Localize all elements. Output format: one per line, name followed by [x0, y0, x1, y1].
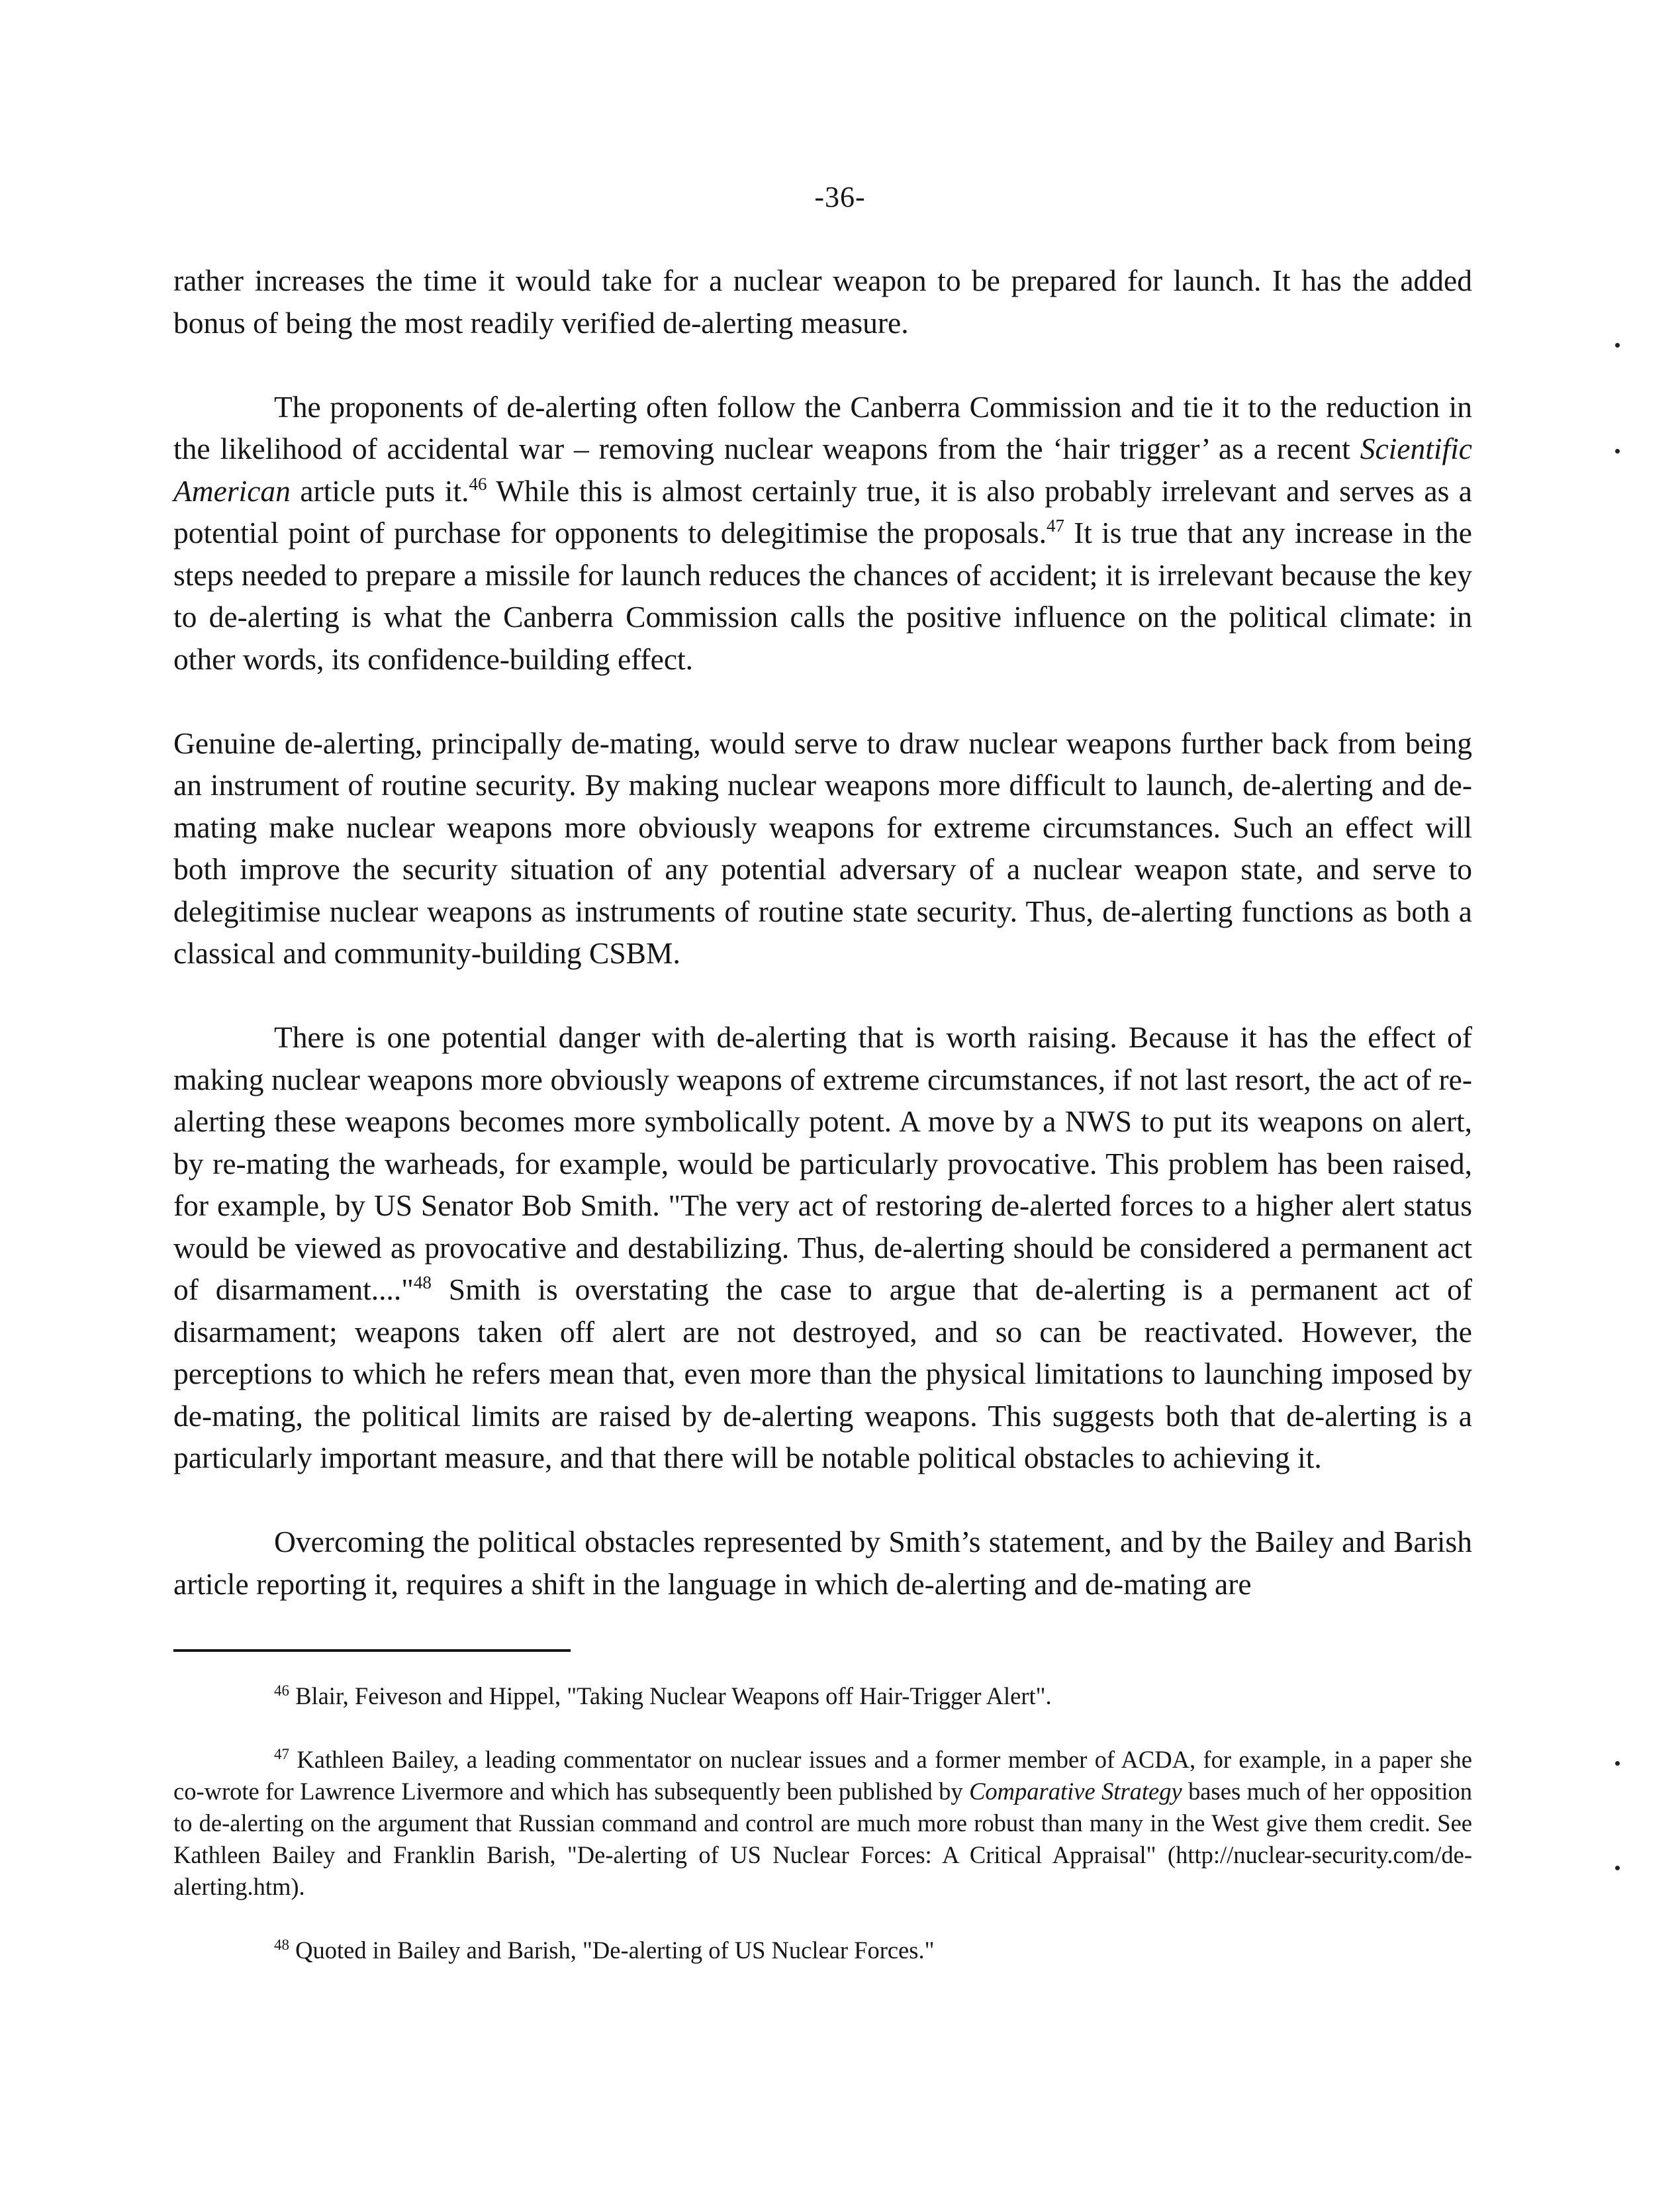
scan-speck — [1615, 449, 1620, 454]
paragraph-text: There is one potential danger with de-alerting that is worth raising. Because it has the effect of making nuclear weapons more obviously weapons of extreme circumstances, if not last resort, the act of re-alerting these weapons becomes more symbolically potent. A move by a NWS to put its weapons on alert, by re-mating the warheads, for example, would be particularly provocative. This problem has been raised, for example, by US Senator Bob Smith. "The very act of restoring de-alerted forces to a higher alert status would be viewed as provocative and destabilizing. Thus, de-alerting should be considered a permanent act of disarmament...." — [173, 1020, 1472, 1306]
paragraph-2 — [173, 386, 1472, 681]
scan-speck — [1615, 1761, 1620, 1766]
paragraph-1 — [173, 260, 1472, 344]
footnote-separator — [173, 1649, 571, 1652]
scan-speck — [1615, 1866, 1620, 1870]
paragraph-text: While this is almost certainly true, it is also probably irrelevant and serves as a potential point of purchase for opponents to delegitimise the proposals. — [173, 473, 1472, 550]
footnote-ref-48: 48 — [413, 1272, 432, 1292]
scan-speck — [1615, 343, 1620, 348]
paragraph-5 — [173, 1521, 1472, 1605]
footnote-48 — [173, 1935, 1472, 1966]
body-text — [173, 260, 1472, 1647]
footnote-number: 47 — [274, 1746, 289, 1762]
footnote-number: 46 — [274, 1682, 289, 1699]
footnote-text: Blair, Feiveson and Hippel, "Taking Nuclear Weapons off Hair-Trigger Alert". — [289, 1682, 1052, 1709]
paragraph-text: It is true that any increase in the steps needed to prepare a missile for launch reduces the chances of accident; it is irrelevant because the key to de-alerting is what the Canberra Commission calls the positive influence on the political climate: in other words, its confidence-building effect. — [173, 516, 1473, 676]
footnote-ref-46: 46 — [469, 473, 487, 494]
footnote-text: Quoted in Bailey and Barish, "De-alerting of US Nuclear Forces." — [289, 1937, 935, 1964]
publication-title: Comparative Strategy — [969, 1778, 1182, 1805]
publication-title: Scientific American — [173, 432, 1472, 508]
paragraph-3 — [173, 722, 1472, 975]
footnote-46 — [173, 1680, 1472, 1712]
footnote-text: bases much of her opposition to de-alerting on the argument that Russian command and control are much more robust than many in the West give them credit. See Kathleen Bailey and Franklin Barish, "De-alerting of US Nuclear Forces: A Critical Appraisal" (http://nuclear-security.com/de-alerting.htm). — [173, 1778, 1472, 1900]
paragraph-text: article puts it. — [290, 473, 469, 508]
footnote-text: Kathleen Bailey, a leading commentator on nuclear issues and a former member of ACDA, for example, in a paper she co-wrote for Lawrence Livermore and which has subsequently been published by — [173, 1746, 1472, 1805]
paragraph-text: Overcoming the political obstacles represented by Smith’s statement, and by the Bailey and Barish article reporting it, requires a shift in the language in which de-alerting and de-mating are — [173, 1525, 1472, 1601]
paragraph-text: rather increases the time it would take for a nuclear weapon to be prepared for launch. It has the added bonus of being the most readily verified de-alerting measure. — [173, 264, 1472, 340]
footnote-number: 48 — [274, 1937, 289, 1953]
paragraph-text: The proponents of de-alerting often follow the Canberra Commission and tie it to the reduction in the likelihood of accidental war – removing nuclear weapons from the ‘hair trigger’ as a recent — [173, 389, 1472, 465]
footnote-47 — [173, 1744, 1472, 1903]
paragraph-text: Smith is overstating the case to argue that de-alerting is a permanent act of disarmament; weapons taken off alert are not destroyed, and so can be reactivated. However, the perceptions to which he refers mean that, even more than the physical limitations to launching imposed by de-mating, the political limits are raised by de-alerting weapons. This suggests both that de-alerting is a particularly important measure, and that there will be notable political obstacles to achieving it. — [173, 1272, 1473, 1474]
page-number: -36- — [814, 181, 866, 213]
footnotes — [173, 1680, 1472, 1998]
footnote-ref-47: 47 — [1046, 516, 1064, 536]
paragraph-text: Genuine de-alerting, principally de-mating, would serve to draw nuclear weapons further back from being an instrument of routine security. By making nuclear weapons more difficult to launch, de-alerting and de-mating make nuclear weapons more obviously weapons for extreme circumstances. Such an effect will both improve the security situation of any potential adversary of a nuclear weapon state, and serve to delegitimise nuclear weapons as instruments of routine state security. Thus, de-alerting functions as both a classical and community-building CSBM. — [173, 726, 1472, 970]
paragraph-4 — [173, 1016, 1472, 1479]
